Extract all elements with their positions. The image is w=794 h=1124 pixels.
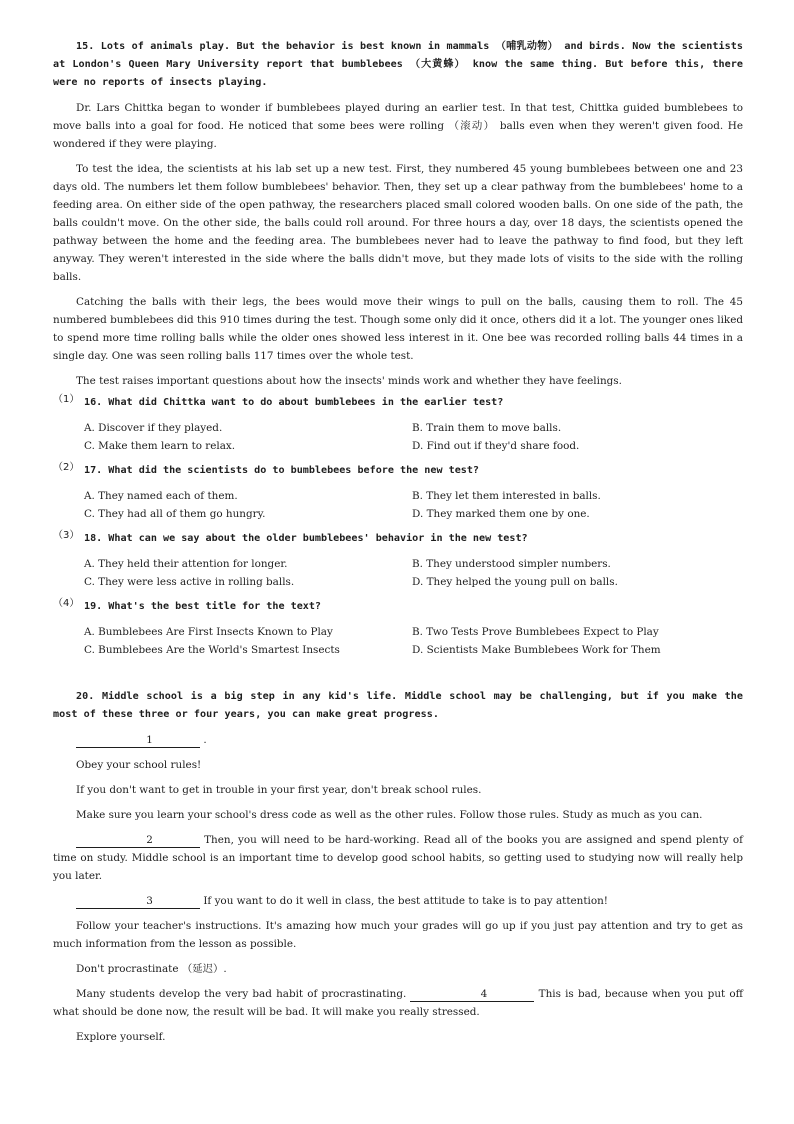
option-d[interactable]: D. Find out if they'd share food.: [412, 440, 580, 452]
question-number: （2）: [53, 462, 80, 473]
blank-4-tail: This is bad, because when you put off what should be done now, the result will be bad. It will make you really stressed.: [53, 988, 743, 1018]
blank-4-paragraph: [53, 985, 743, 1021]
passage15-paragraph: Catching the balls with their legs, the bees would move their wings to pull on the balls, causing them to roll. The 45 numbered bumblebees did this 910 times during the test. Though some only did it once, others did it a lot. The younger ones liked to spend more time rolling balls while the older ones showed less interest in it. One bee was recorded rolling balls 44 times in a single day. One was seen rolling balls 117 times over the whole test.: [53, 296, 743, 362]
option-b[interactable]: B. They understood simpler numbers.: [412, 558, 611, 570]
question-number: （3）: [53, 530, 80, 541]
question-text: 17. What did the scientists do to bumblebees before the new test?: [84, 465, 480, 476]
answer-options: [53, 623, 743, 659]
rules-heading: Obey your school rules!: [76, 759, 202, 771]
option-a[interactable]: A. They held their attention for longer.: [84, 558, 288, 570]
rules-line: Make sure you learn your school's dress code as well as the other rules. Follow those rules. Study as much as you can.: [76, 809, 703, 821]
question-number: （1）: [53, 394, 80, 405]
worksheet-page: [53, 38, 743, 1053]
option-c[interactable]: C. They were less active in rolling balls.: [84, 576, 295, 588]
blank-3[interactable]: 3: [76, 894, 200, 909]
blank-2-paragraph: [53, 831, 743, 885]
blank-2-tail: Then, you will need to be hard-working. Read all of the books you are assigned and spend plenty of time on study. Middle school is an important time to develop good school habits, so getting used to studying now will really help you later.: [53, 834, 743, 882]
question-16: [53, 394, 743, 455]
procrastinate-heading: Don't procrastinate （延迟）.: [76, 963, 227, 975]
answer-options: [53, 487, 743, 523]
question-17: [53, 462, 743, 523]
blank-1-tail: .: [203, 734, 207, 746]
passage15-paragraph: The test raises important questions about how the insects' minds work and whether they have feelings.: [76, 375, 622, 387]
blank-2[interactable]: 2: [76, 833, 200, 848]
blank-1[interactable]: 1: [76, 733, 200, 748]
option-a[interactable]: A. Discover if they played.: [84, 422, 223, 434]
option-c[interactable]: C. Make them learn to relax.: [84, 440, 236, 452]
section-gap: [53, 666, 743, 688]
option-d[interactable]: D. Scientists Make Bumblebees Work for Them: [412, 644, 661, 656]
question-text: 18. What can we say about the older bumblebees' behavior in the new test?: [84, 533, 528, 544]
passage20-intro: 20. Middle school is a big step in any kid's life. Middle school may be challenging, but if you make the most of these three or four years, you can make great progress.: [53, 691, 743, 720]
answer-options: [53, 555, 743, 591]
blank-1-line: [53, 731, 743, 749]
option-d[interactable]: D. They marked them one by one.: [412, 508, 590, 520]
passage15-intro: 15. Lots of animals play. But the behavior is best known in mammals （哺乳动物） and birds. Now the scientists at London's Queen Mary University report that bumblebees （大黄蜂） know the same thing. But before this, there were no reports of insects playing.: [53, 41, 743, 88]
option-b[interactable]: B. Two Tests Prove Bumblebees Expect to Play: [412, 626, 659, 638]
question-text: 16. What did Chittka want to do about bumblebees in the earlier test?: [84, 397, 504, 408]
option-d[interactable]: D. They helped the young pull on balls.: [412, 576, 618, 588]
question-text: 19. What's the best title for the text?: [84, 601, 322, 612]
passage15-paragraph: Dr. Lars Chittka began to wonder if bumblebees played during an earlier test. In that test, Chittka guided bumblebees to move balls into a goal for food. He noticed that some bees were rolling （滚动） balls even when they weren't given food. He wondered if they were playing.: [53, 102, 743, 150]
option-c[interactable]: C. They had all of them go hungry.: [84, 508, 266, 520]
option-c[interactable]: C. Bumblebees Are the World's Smartest Insects: [84, 644, 340, 656]
explore-heading: Explore yourself.: [76, 1031, 166, 1043]
blank-3-tail: If you want to do it well in class, the best attitude to take is to pay attention!: [203, 895, 608, 907]
passage15-paragraph: To test the idea, the scientists at his lab set up a new test. First, they numbered 45 young bumblebees between one and 23 days old. The numbers let them follow bumblebees' behavior. Then, they set up a clear pathway from the bumblebees' home to a feeding area. On either side of the open pathway, the researchers placed small colored wooden balls. On one side of the path, the balls couldn't move. On the other side, the balls could roll around. For three hours a day, over 18 days, the scientists opened the pathway between the home and the feeding area. The bumblebees never had to leave the pathway to find food, but they left anyway. They weren't interested in the side where the balls didn't move, but they made lots of visits to the side with the rolling balls.: [53, 163, 743, 283]
rules-line: If you don't want to get in trouble in your first year, don't break school rules.: [76, 784, 482, 796]
blank-4[interactable]: 4: [410, 987, 534, 1002]
teacher-paragraph: Follow your teacher's instructions. It's amazing how much your grades will go up if you just pay attention and try to get as much information from the lesson as possible.: [53, 920, 743, 950]
option-b[interactable]: B. Train them to move balls.: [412, 422, 562, 434]
option-a[interactable]: A. Bumblebees Are First Insects Known to Play: [84, 626, 333, 638]
question-18: [53, 530, 743, 591]
option-a[interactable]: A. They named each of them.: [84, 490, 238, 502]
question-19: [53, 598, 743, 659]
blank-3-line: [53, 892, 743, 910]
question-number: （4）: [53, 598, 80, 609]
blank-4-head: Many students develop the very bad habit of procrastinating.: [76, 988, 407, 1000]
option-b[interactable]: B. They let them interested in balls.: [412, 490, 601, 502]
answer-options: [53, 419, 743, 455]
